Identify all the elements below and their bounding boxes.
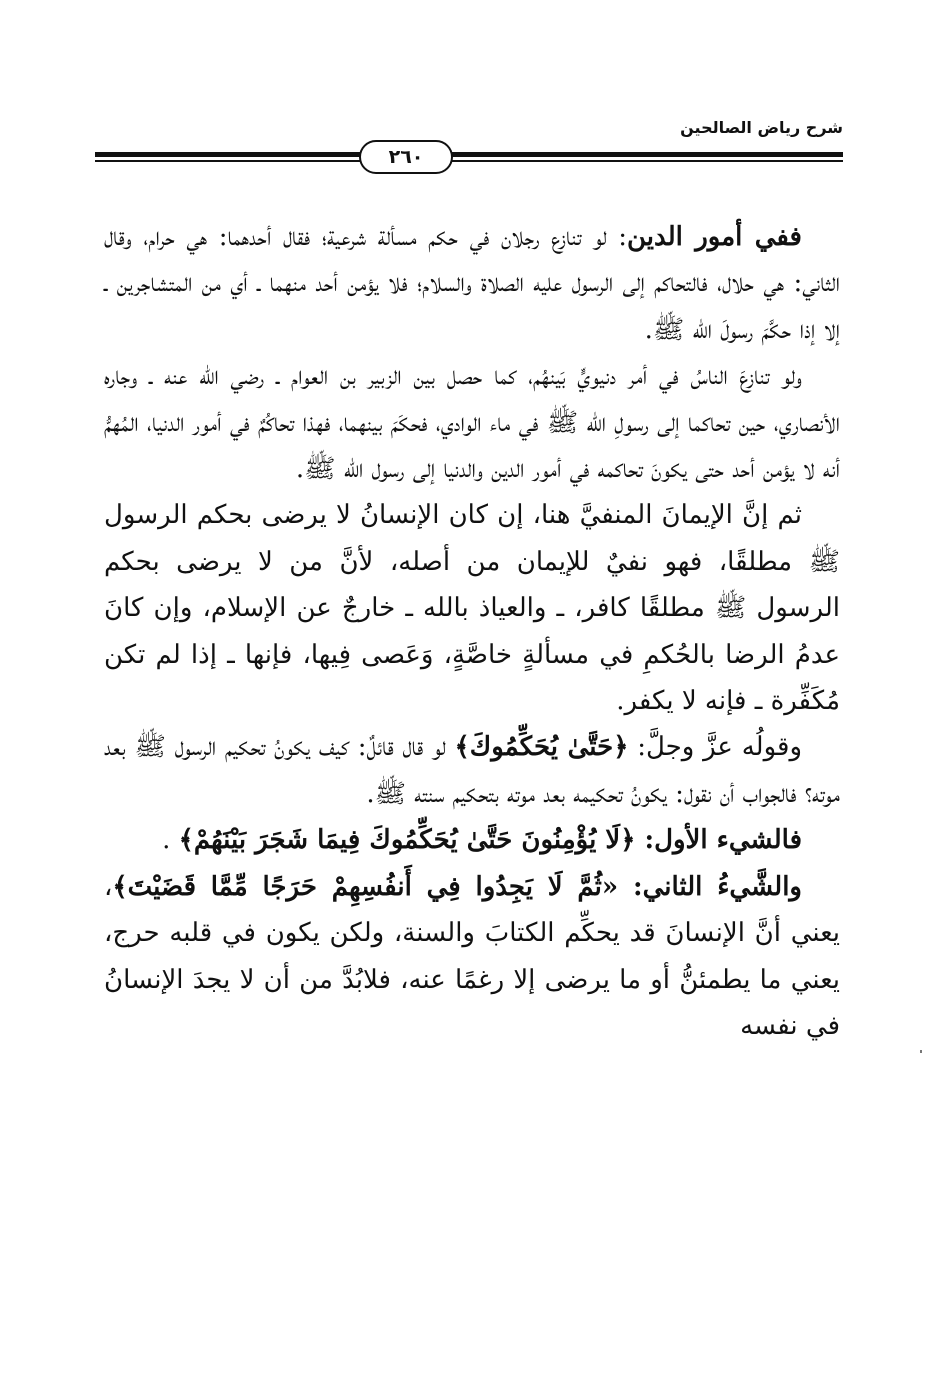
header-rule-thick xyxy=(95,152,843,157)
paragraph-lead: ففي أمور الدين xyxy=(627,222,802,252)
quran-quote: «ثُمَّ لَا يَجِدُوا فِي أَنفُسِهِمْ حَرَجًا مِّمَّا قَضَيْتَ﴾ xyxy=(112,871,619,902)
paragraph-text-after: لو قال قائلٌ: كيف يكونُ تحكيم الرسول ﷺ بعد موته؟ فالجواب أن نقول: يكونُ تحكيمه بعد موته بتحكيم سنته ﷺ. xyxy=(104,732,840,809)
paragraph-text-after: . xyxy=(162,825,179,856)
paragraph-2 xyxy=(104,353,840,492)
scan-artifact xyxy=(920,1050,922,1053)
paragraph-4 xyxy=(104,724,840,817)
paragraph-text: : لو تنازع رجلان في حكم مسألة شرعية؛ فقال أحدهما: هي حرام، وقال الثاني: هي حلال، فالتحاكم إلى الرسول عليه الصلاة والسلام؛ فلا يؤمن أحد منهما ـ أي من المتشاجرين ـ إلا إذا حكَّمَ رسولَ الله ﷺ. xyxy=(104,222,840,345)
paragraph-1 xyxy=(104,214,840,353)
paragraph-text-before: والشَّيءُ الثاني: xyxy=(618,871,802,902)
quran-quote: ﴿حَتَّىٰ يُحَكِّمُوكَ﴾ xyxy=(454,732,629,763)
header-rule-thin xyxy=(95,160,843,162)
paragraph-6 xyxy=(104,864,840,1050)
paragraph-text: ولو تنازعَ الناسُ في أمر دنيويٍّ بَينهُم، كما حصل بين الزبير بن العوام ـ رضي الله عنه ـ وجاره الأنصاري، حين تحاكما إلى رسولِ الله ﷺ في ماء الوادي، فحكَمَ بينهما، فهذا تحاكُمٌ في أمور الدنيا، المُهمُّ أنه لا يؤمن أحد حتى يكونَ تحاكمه في أمور الدين والدنيا إلى رسول الله ﷺ. xyxy=(104,361,840,485)
header-rule xyxy=(95,140,843,180)
body-text xyxy=(104,214,840,1049)
paragraph-text-before: وقولُه عزَّ وجلَّ: xyxy=(628,732,802,763)
paragraph-text-after: ، يعني أنَّ الإنسانَ قد يحكِّم الكتابَ والسنة، ولكن يكون في قلبه حرج، يعني ما يطمئنُّ أو ما يرضى إلا رغمًا عنه، فلابُدَّ من أن لا يجدَ الإنسانُ في نفسه xyxy=(104,871,840,1041)
paragraph-text: ثم إنَّ الإيمانَ المنفيَّ هنا، إن كان الإنسانُ لا يرضى بحكم الرسول ﷺ مطلقًا، فهو نفيٌ للإيمان من أصله، لأنَّ من لا يرضى بحكم الرسول ﷺ مطلقًا كافر، ـ والعياذ بالله ـ خارجٌ عن الإسلام، وإن كانَ عدمُ الرضا بالحُكمِ في مسألةٍ خاصَّةٍ، وَعَصى فِيها، فإنها ـ إذا لم تكن مُكَفِّرة ـ فإنه لا يكفر. xyxy=(104,500,840,717)
quran-quote: ﴿لَا يُؤْمِنُونَ حَتَّىٰ يُحَكِّمُوكَ فِيمَا شَجَرَ بَيْنَهُمْ﴾ xyxy=(178,825,636,856)
paragraph-5 xyxy=(104,817,840,863)
running-header xyxy=(95,116,843,142)
paragraph-text-before: فالشيء الأول: xyxy=(635,825,802,856)
book-title: شرح رياض الصالحين xyxy=(680,118,843,137)
paragraph-3 xyxy=(104,492,840,724)
page-number: ٢٦٠ xyxy=(359,140,453,174)
